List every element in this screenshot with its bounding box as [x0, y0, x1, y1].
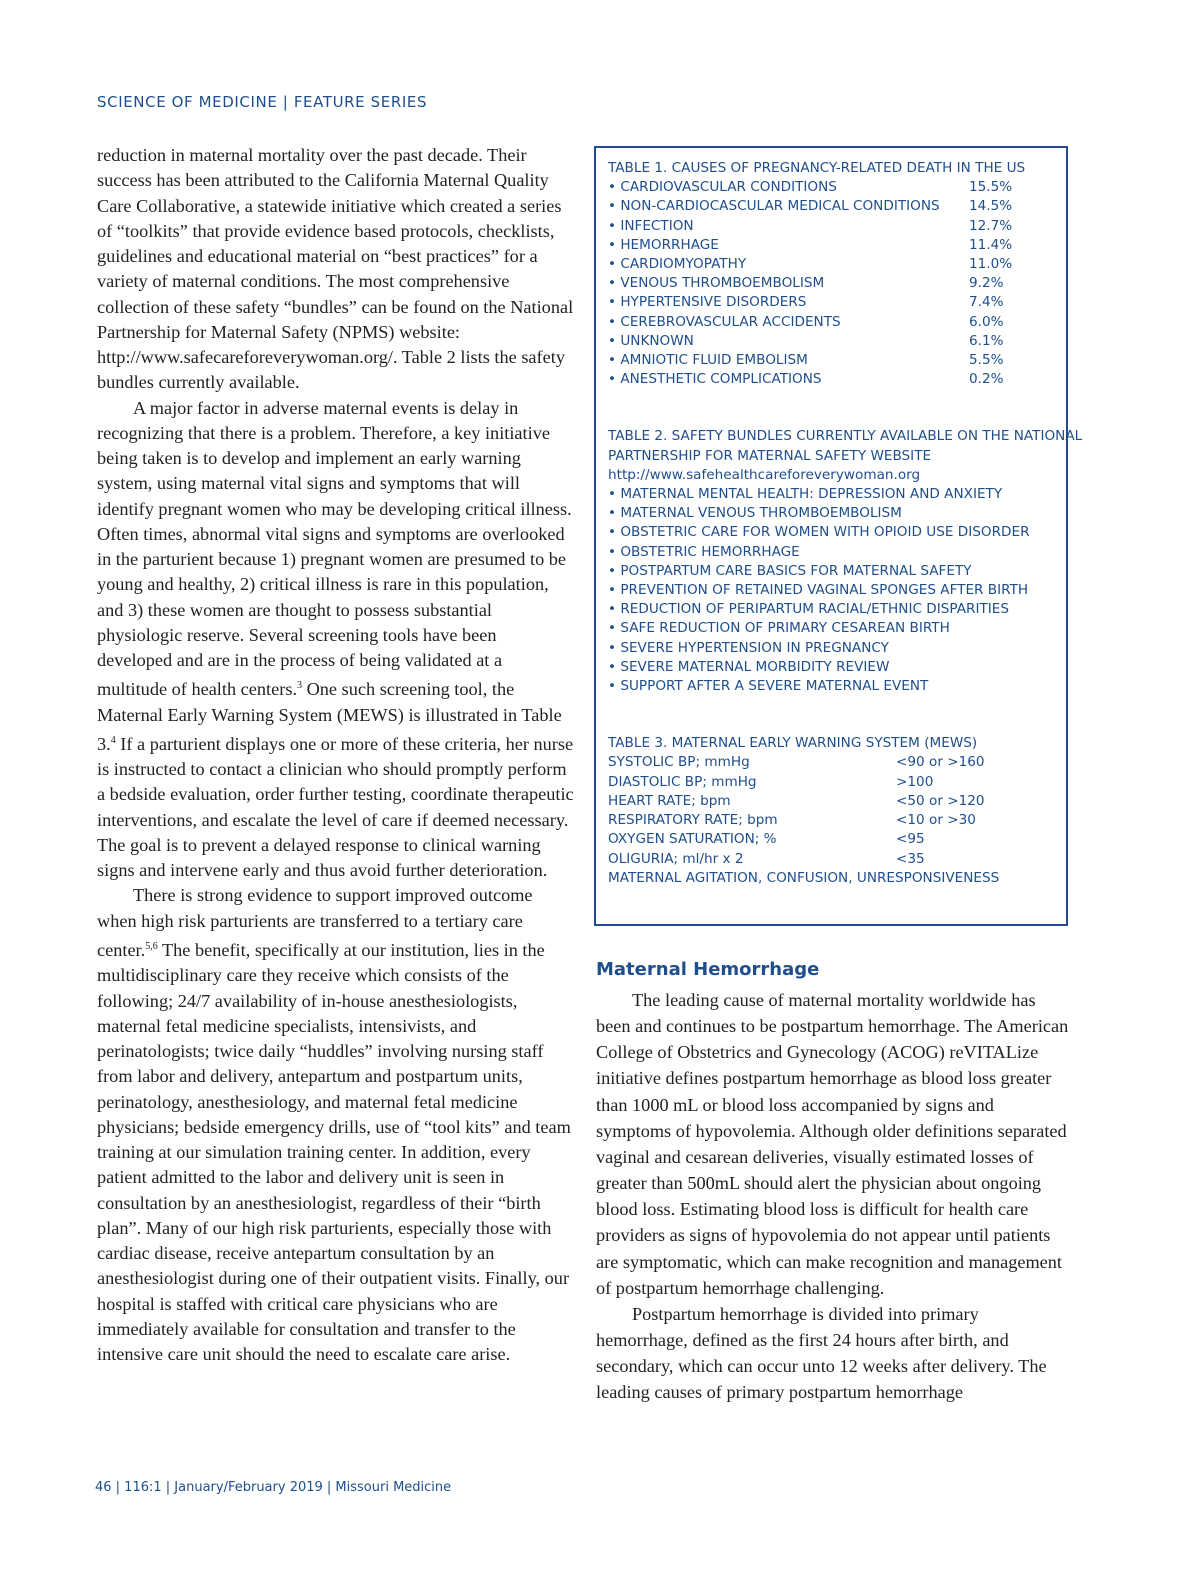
row-value: 7.4%: [969, 294, 1004, 311]
table-row: [608, 332, 1054, 351]
row-label: • UNKNOWN: [608, 332, 694, 349]
row-label: • CARDIOMYOPATHY: [608, 256, 747, 273]
row-label: OXYGEN SATURATION; %: [608, 831, 777, 848]
row-label: • CEREBROVASCULAR ACCIDENTS: [608, 313, 841, 330]
paragraph-text: If a parturient displays one or more of these criteria, her nurse is instructed to contact a clinician who should promptly perform a bedside evaluation, order further testing, coordinate therapeutic interventions, and escalate the level of care if deemed necessary. The goal is to prevent a delayed response to clinical warning signs and intervene early and thus avoid further deterioration.: [97, 733, 574, 881]
body-paragraph: [97, 396, 575, 884]
list-item: • SEVERE HYPERTENSION IN PREGNANCY: [608, 639, 889, 656]
list-item: • OBSTETRIC CARE FOR WOMEN WITH OPIOID USE DISORDER: [608, 524, 1030, 541]
table-row: [608, 197, 1054, 216]
row-value: >100: [896, 773, 934, 790]
list-item: • MATERNAL VENOUS THROMBOEMBOLISM: [608, 505, 902, 522]
table-row: [608, 217, 1054, 236]
table-row: [608, 792, 1054, 811]
reference-superscript: 4: [110, 734, 116, 746]
list-item: • POSTPARTUM CARE BASICS FOR MATERNAL SAFETY: [608, 562, 972, 579]
row-value: 9.2%: [969, 275, 1004, 292]
row-label: • HEMORRHAGE: [608, 236, 719, 253]
row-value: 14.5%: [969, 198, 1013, 215]
row-value: 6.1%: [969, 332, 1004, 349]
paragraph-text: The benefit, specifically at our institution, lies in the multidisciplinary care they receive which consists of the following; 24/7 availability of in-house anesthesiologists, maternal fetal medicine specialists, intensivists, and perinatologists; twice daily “huddles” involving nursing staff from labor and delivery, antepartum and postpartum units, perinatology, anesthesiology, and maternal fetal medicine physicians; bedside emergency drills, use of “tool kits” and team training at our simulation training center. In addition, every patient admitted to the labor and delivery unit is seen in consultation by an anesthesiologist, regardless of their “birth plan”. Many of our high risk parturients, especially those with cardiac disease, receive antepartum consultation by an anesthesiologist during one of their outpatient visits. Finally, our hospital is staffed with critical care physicians who are immediately available for consultation and transfer to the intensive care unit should the need to escalate care arise.: [97, 940, 571, 1365]
row-value: <50 or >120: [896, 792, 985, 809]
row-value: <10 or >30: [896, 812, 976, 829]
reference-superscript: 5,6: [145, 940, 158, 952]
row-value: <95: [896, 831, 925, 848]
paragraph-text: A major factor in adverse maternal events is delay in recognizing that there is a problem. Therefore, a key initiative being taken is to develop and implement an early warning system, using maternal vital signs and symptoms that will identify pregnant women who may be developing critical illness. Often times, abnormal vital signs and symptoms are overlooked in the parturient because 1) pregnant women are presumed to be young and healthy, 2) critical illness is rare in this population, and 3) these women are thought to possess substantial physiologic reserve. Several screening tools have been developed and are in the process of being validated at a multitude of health centers.: [97, 397, 572, 700]
page-footer: 46 | 116:1 | January/February 2019 | Missouri Medicine: [95, 1480, 452, 1495]
running-head: SCIENCE OF MEDICINE | FEATURE SERIES: [97, 93, 428, 111]
row-label: • VENOUS THROMBOEMBOLISM: [608, 275, 825, 292]
list-item: • SUPPORT AFTER A SEVERE MATERNAL EVENT: [608, 678, 929, 695]
table-row: [608, 850, 1054, 869]
table-title: TABLE 3. MATERNAL EARLY WARNING SYSTEM (MEWS): [608, 735, 978, 752]
table-row: [608, 236, 1054, 255]
table-row: [608, 773, 1054, 792]
row-label: • INFECTION: [608, 217, 694, 234]
row-label: • HYPERTENSIVE DISORDERS: [608, 294, 807, 311]
row-label: OLIGURIA; ml/hr x 2: [608, 850, 744, 867]
row-value: 0.2%: [969, 371, 1004, 388]
row-value: <90 or >160: [896, 754, 985, 771]
list-item: • REDUCTION OF PERIPARTUM RACIAL/ETHNIC DISPARITIES: [608, 601, 1009, 618]
row-value: 15.5%: [969, 179, 1013, 196]
table-1: [608, 159, 1054, 389]
body-paragraph: The leading cause of maternal mortality worldwide has been and continues to be postpartum hemorrhage. The American College of Obstetrics and Gynecology (ACOG) reVITALize initiative defines postpartum hemorrhage as blood loss greater than 1000 mL or blood loss accompanied by signs and symptoms of hypovolemia. Although older definitions separated vaginal and cesarean deliveries, visually estimated losses of greater than 500mL should alert the physician about ongoing blood loss. Estimating blood loss is difficult for health care providers as signs of hypovolemia do not appear until patients are symptomatic, which can make recognition and management of postpartum hemorrhage challenging.: [596, 990, 1069, 1298]
right-column: [596, 957, 1070, 1406]
table-row: [608, 178, 1054, 197]
table-row: [608, 351, 1054, 370]
list-item: • MATERNAL MENTAL HEALTH: DEPRESSION AND ANXIETY: [608, 486, 1003, 503]
table-2: [608, 427, 1083, 696]
row-label: • AMNIOTIC FLUID EMBOLISM: [608, 352, 808, 369]
row-label: • CARDIOVASCULAR CONDITIONS: [608, 179, 837, 196]
row-value: 5.5%: [969, 352, 1004, 369]
row-value: 11.0%: [969, 256, 1013, 273]
paragraph-text: One such screening tool, the Maternal Early Warning System (MEWS) is illustrated in Table 3.: [97, 679, 562, 754]
table-row: [608, 293, 1054, 312]
row-label: DIASTOLIC BP; mmHg: [608, 773, 757, 790]
section-heading: Maternal Hemorrhage: [596, 959, 820, 980]
table-3: [608, 734, 1054, 888]
table-row: [608, 255, 1054, 274]
row-label: RESPIRATORY RATE; bpm: [608, 812, 778, 829]
table-url: http://www.safehealthcareforeverywoman.org: [608, 466, 921, 483]
body-paragraph: [97, 883, 575, 1367]
row-value: 11.4%: [969, 236, 1013, 253]
body-paragraph: reduction in maternal mortality over the past decade. Their success has been attributed to the California Maternal Quality Care Collaborative, a statewide initiative which created a series of “toolkits” that provide evidence based protocols, checklists, guidelines and educational material on “best practices” for a variety of maternal conditions. The most comprehensive collection of these safety “bundles” can be found on the National Partnership for Maternal Safety (NPMS) website: http://www.safecareforeverywoman.org/. Table 2 lists the safety bundles currently available.: [97, 145, 574, 393]
row-value: 12.7%: [969, 217, 1013, 234]
reference-superscript: 3: [297, 680, 303, 692]
row-value: 6.0%: [969, 313, 1004, 330]
table-row: [608, 753, 1054, 772]
table-row: [608, 370, 1054, 389]
row-label: SYSTOLIC BP; mmHg: [608, 754, 750, 771]
list-item: • PREVENTION OF RETAINED VAGINAL SPONGES AFTER BIRTH: [608, 582, 1029, 599]
tables-box: [594, 146, 1083, 926]
table-title: TABLE 2. SAFETY BUNDLES CURRENTLY AVAILABLE ON THE NATIONAL: [608, 428, 1083, 445]
table-row: [608, 830, 1054, 849]
list-item: • SAFE REDUCTION OF PRIMARY CESAREAN BIRTH: [608, 620, 950, 637]
table-title: PARTNERSHIP FOR MATERNAL SAFETY WEBSITE: [608, 447, 932, 464]
list-item: • SEVERE MATERNAL MORBIDITY REVIEW: [608, 658, 890, 675]
table-footer-line: MATERNAL AGITATION, CONFUSION, UNRESPONSIVENESS: [608, 869, 1000, 886]
left-column: [97, 143, 575, 1367]
row-label: • ANESTHETIC COMPLICATIONS: [608, 371, 822, 388]
table-title: TABLE 1. CAUSES OF PREGNANCY-RELATED DEATH IN THE US: [608, 160, 1026, 176]
paragraph-text: There is strong evidence to support improved outcome when high risk parturients are transferred to a tertiary care center.: [97, 885, 533, 961]
table-row: [608, 811, 1054, 830]
table-row: [608, 274, 1054, 293]
row-label: HEART RATE; bpm: [608, 792, 731, 809]
table-row: [608, 313, 1054, 332]
row-label: • NON-CARDIOCASCULAR MEDICAL CONDITIONS: [608, 198, 940, 215]
row-value: <35: [896, 850, 925, 867]
body-paragraph: Postpartum hemorrhage is divided into primary hemorrhage, defined as the first 24 hours after birth, and secondary, which can occur unto 12 weeks after delivery. The leading causes of primary postpartum hemorrhage: [596, 1303, 1047, 1403]
list-item: • OBSTETRIC HEMORRHAGE: [608, 543, 800, 560]
